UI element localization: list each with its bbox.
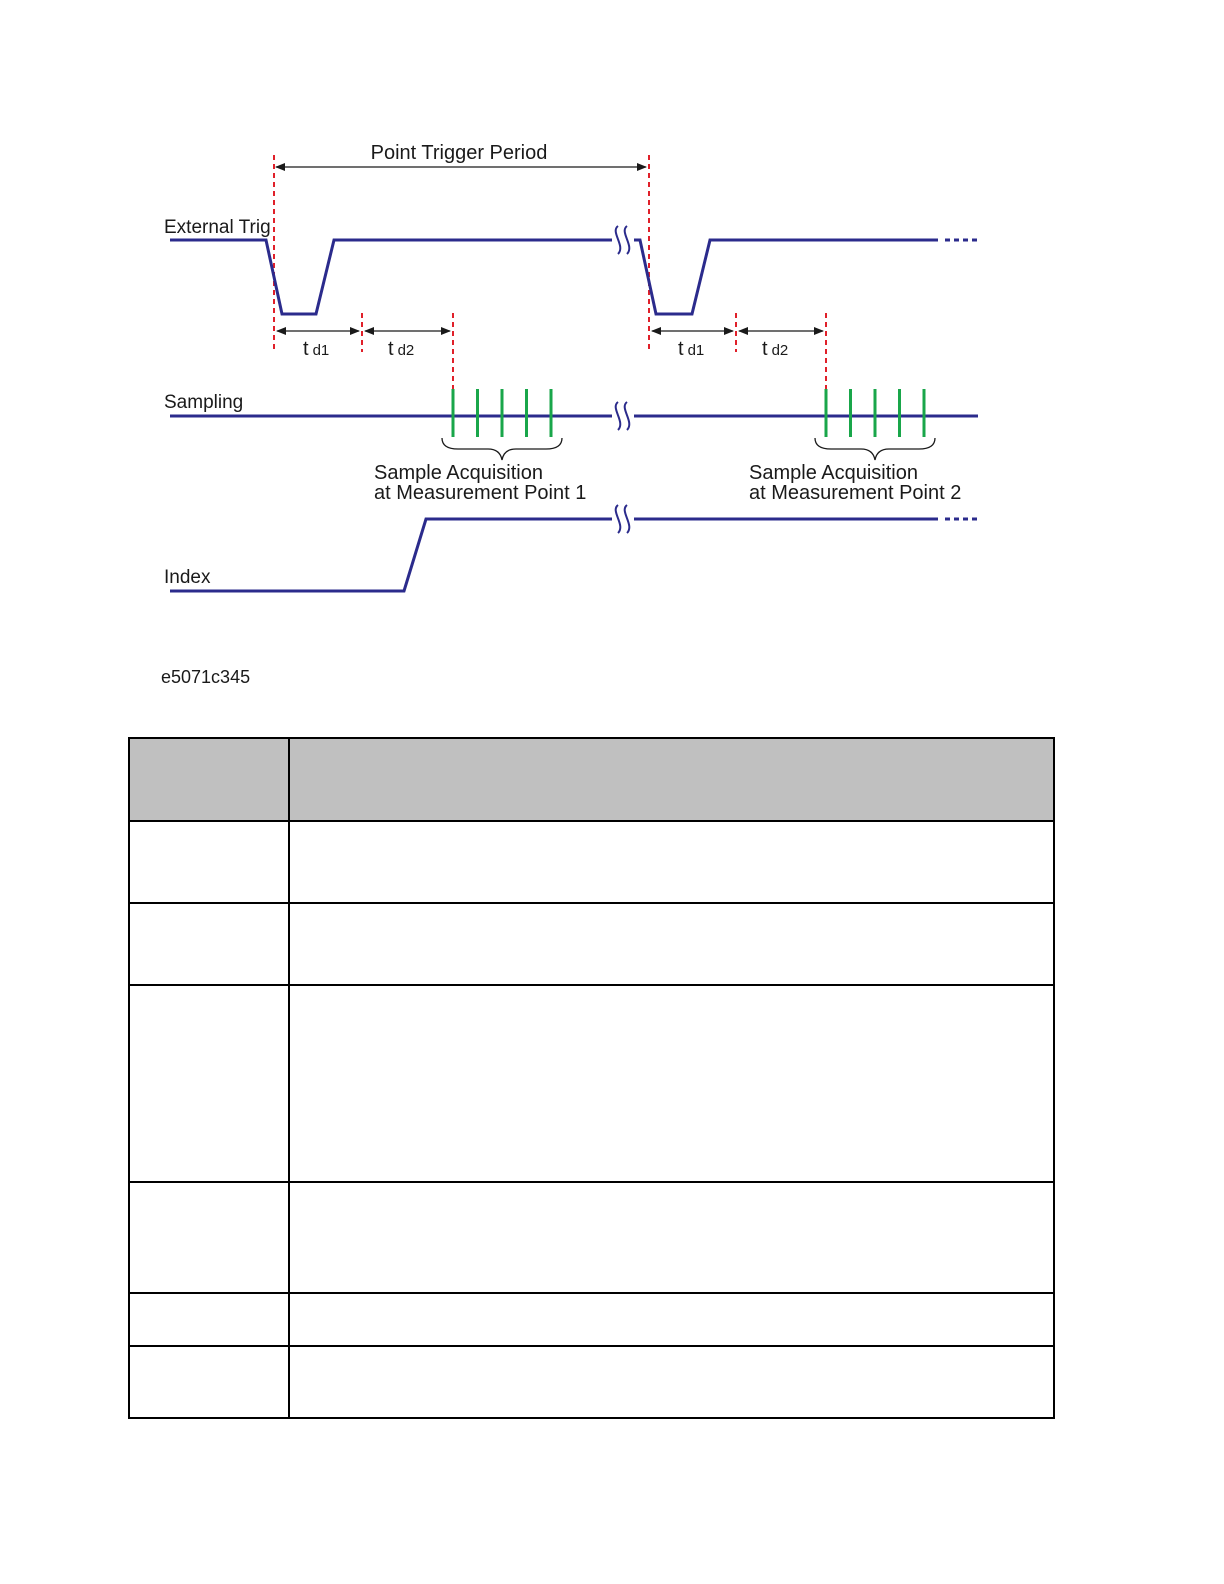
td2-label-2: t d2: [762, 338, 789, 360]
table-row: [129, 985, 1054, 1182]
break-symbol-1: [616, 226, 630, 254]
figure-id: e5071c345: [161, 667, 251, 687]
table-cell: [129, 903, 289, 985]
sample-markers-point-1: [453, 389, 551, 437]
external-trig-label: External Trig: [164, 217, 271, 238]
acquisition-brace-2: [815, 438, 935, 460]
table-cell: [289, 985, 1054, 1182]
td2-label-1: t d2: [388, 338, 415, 360]
table-row: [129, 821, 1054, 903]
table-cell: [129, 1293, 289, 1346]
trigger-markers: [274, 155, 826, 390]
index-waveform: [170, 519, 980, 591]
table-cell: [129, 738, 289, 821]
table-row: [129, 1182, 1054, 1293]
table-row: [129, 903, 1054, 985]
td1-label-2: t d1: [678, 338, 705, 360]
table-row: [129, 1346, 1054, 1418]
table-cell: [129, 1182, 289, 1293]
break-symbol-2: [616, 402, 630, 430]
table-cell: [129, 1346, 289, 1418]
table-cell: [289, 1293, 1054, 1346]
acquisition-label-1: Sample Acquisition at Measurement Point 1: [374, 462, 587, 504]
parameter-table: [128, 737, 1055, 1419]
sample-markers-point-2: [826, 389, 924, 437]
table-cell: [289, 903, 1054, 985]
table-cell: [289, 821, 1054, 903]
acquisition-brace-1: [442, 438, 562, 460]
index-label: Index: [164, 567, 211, 588]
table-cell: [289, 1182, 1054, 1293]
table-cell: [289, 1346, 1054, 1418]
table-header-row: [129, 738, 1054, 821]
timing-diagram: [0, 0, 1224, 650]
table-cell: [289, 738, 1054, 821]
external-trig-waveform: [170, 240, 980, 314]
table-cell: [129, 821, 289, 903]
td1-label-1: t d1: [303, 338, 330, 360]
break-symbol-3: [616, 505, 630, 533]
table-cell: [129, 985, 289, 1182]
acquisition-label-2: Sample Acquisition at Measurement Point 2: [749, 462, 962, 504]
sampling-label: Sampling: [164, 392, 244, 413]
point-trigger-period-label: Point Trigger Period: [370, 142, 548, 164]
table-row: [129, 1293, 1054, 1346]
